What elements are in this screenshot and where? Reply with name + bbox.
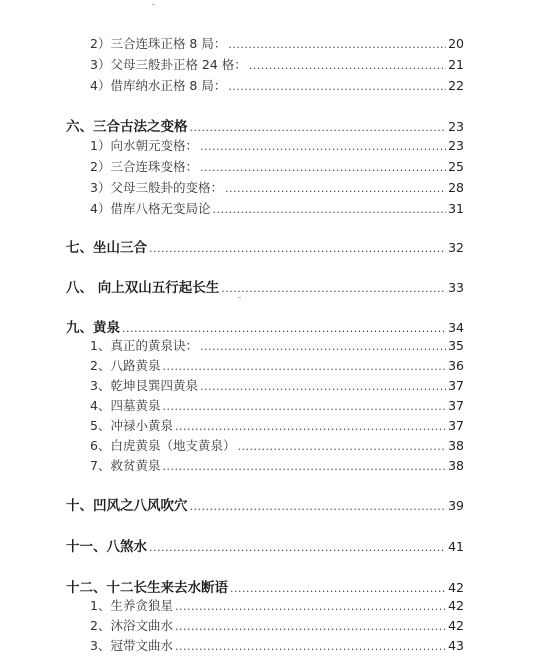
toc-entry[interactable] bbox=[90, 616, 464, 634]
toc-entry-title: 4、四墓黄泉 bbox=[90, 398, 161, 413]
dot-leader bbox=[175, 640, 446, 653]
toc-entry-title: 2、八路黄泉 bbox=[90, 358, 161, 373]
dot-leader bbox=[200, 380, 446, 393]
toc-page-number: 37 bbox=[448, 378, 464, 393]
toc-entry[interactable] bbox=[90, 396, 464, 414]
toc-entry-title: 3、冠带文曲水 bbox=[90, 638, 173, 653]
toc-section-heading[interactable] bbox=[66, 535, 464, 555]
dot-leader bbox=[237, 440, 446, 453]
toc-page-number: 36 bbox=[448, 358, 464, 373]
toc-entry-title: 7、救贫黄泉 bbox=[90, 458, 161, 473]
toc-section-title: 六、三合古法之变格 bbox=[66, 119, 188, 135]
toc-entry-title: 4）借库八格无变局论 bbox=[90, 201, 211, 216]
dot-leader bbox=[149, 541, 446, 554]
toc-entry[interactable] bbox=[90, 436, 464, 454]
toc-section-title: 七、坐山三合 bbox=[66, 240, 147, 256]
toc-entry[interactable] bbox=[90, 456, 464, 474]
toc-section-title: 九、黄泉 bbox=[66, 320, 120, 336]
toc-entry[interactable] bbox=[90, 636, 464, 654]
toc-page-number: 39 bbox=[448, 498, 464, 513]
toc-page-number: 34 bbox=[448, 320, 464, 335]
toc-entry-title: 1、真正的黄泉诀： bbox=[90, 338, 198, 353]
toc-entry-title: 2、沐浴文曲水 bbox=[90, 618, 173, 633]
toc-entry[interactable] bbox=[90, 199, 464, 217]
toc-entry-title: 3、乾坤艮巽四黄泉 bbox=[90, 378, 198, 393]
toc-entry-title: 6、白虎黄泉（地支黄泉） bbox=[90, 438, 236, 453]
toc-section-heading[interactable] bbox=[66, 494, 464, 514]
dot-leader bbox=[162, 360, 446, 373]
dot-leader bbox=[225, 182, 446, 195]
toc-section-title: 十二、十二长生来去水断语 bbox=[66, 580, 228, 596]
toc-page-number: 32 bbox=[448, 240, 464, 255]
toc-entry-title: 2）三合连珠正格 8 局： bbox=[90, 36, 227, 51]
toc-entry[interactable] bbox=[90, 416, 464, 434]
dot-leader bbox=[228, 80, 446, 93]
toc-entry[interactable] bbox=[90, 376, 464, 394]
toc-page-number: 23 bbox=[448, 119, 464, 134]
toc-section-title: 十、凹风之八风吹穴 bbox=[66, 498, 188, 514]
toc-entry[interactable] bbox=[90, 157, 464, 175]
dot-leader bbox=[200, 140, 446, 153]
dot-leader bbox=[249, 59, 446, 72]
dot-leader bbox=[175, 420, 446, 433]
dot-leader bbox=[230, 582, 446, 595]
toc-page-number: 37 bbox=[448, 418, 464, 433]
dot-leader bbox=[162, 460, 446, 473]
toc-entry[interactable] bbox=[90, 336, 464, 354]
dot-leader bbox=[162, 400, 446, 413]
toc-section-heading[interactable] bbox=[66, 236, 464, 256]
toc-page-number: 38 bbox=[448, 438, 464, 453]
toc-section-title: 八、 向上双山五行起长生 bbox=[66, 280, 220, 296]
toc-entry-title: 5、冲禄小黄泉 bbox=[90, 418, 173, 433]
toc-entry[interactable] bbox=[90, 76, 464, 94]
dot-leader bbox=[221, 282, 446, 295]
toc-section-title: 十一、八煞水 bbox=[66, 539, 147, 555]
toc-entry[interactable] bbox=[90, 178, 464, 196]
toc-entry-title: 1）向水朝元变格： bbox=[90, 138, 198, 153]
toc-page-number: 42 bbox=[448, 598, 464, 613]
toc-page-number: 42 bbox=[448, 580, 464, 595]
toc-entry[interactable] bbox=[90, 136, 464, 154]
dot-leader bbox=[190, 121, 447, 134]
toc-entry-title: 2）三合连珠变格： bbox=[90, 159, 198, 174]
toc-section-heading[interactable] bbox=[66, 115, 464, 135]
toc-page-number: 33 bbox=[448, 280, 464, 295]
toc-entry-title: 4）借库纳水正格 8 局： bbox=[90, 78, 227, 93]
toc-page-number: 43 bbox=[448, 638, 464, 653]
toc-entry-title: 3）父母三般卦正格 24 格： bbox=[90, 57, 247, 72]
toc-section-heading[interactable] bbox=[66, 576, 464, 596]
toc-page-number: 42 bbox=[448, 618, 464, 633]
toc-page-number: 21 bbox=[448, 57, 464, 72]
toc-page-number: 20 bbox=[448, 36, 464, 51]
toc-entry[interactable] bbox=[90, 356, 464, 374]
dot-leader bbox=[122, 322, 446, 335]
dot-leader bbox=[175, 620, 446, 633]
toc-entry[interactable] bbox=[90, 596, 464, 614]
dot-leader bbox=[175, 600, 446, 613]
toc-section-heading[interactable] bbox=[66, 316, 464, 336]
toc-entry[interactable] bbox=[90, 55, 464, 73]
toc-page-number: 31 bbox=[448, 201, 464, 216]
toc-page-number: 22 bbox=[448, 78, 464, 93]
dot-leader bbox=[200, 161, 446, 174]
toc-page-number: 41 bbox=[448, 539, 464, 554]
dot-leader bbox=[200, 340, 446, 353]
toc-page-number: 25 bbox=[448, 159, 464, 174]
toc-entry-title: 1、生养贪狼星 bbox=[90, 598, 173, 613]
toc-entry-title: 3）父母三般卦的变格： bbox=[90, 180, 223, 195]
dot-leader bbox=[149, 242, 446, 255]
toc-page-number: 37 bbox=[448, 398, 464, 413]
toc-entry[interactable] bbox=[90, 34, 464, 52]
scan-speck bbox=[152, 4, 155, 5]
dot-leader bbox=[190, 500, 447, 513]
toc-page-number: 23 bbox=[448, 138, 464, 153]
toc-page-number: 28 bbox=[448, 180, 464, 195]
toc-page-number: 38 bbox=[448, 458, 464, 473]
scan-speck bbox=[238, 297, 241, 298]
toc-page-number: 35 bbox=[448, 338, 464, 353]
toc-section-heading[interactable] bbox=[66, 276, 464, 296]
dot-leader bbox=[228, 38, 446, 51]
dot-leader bbox=[212, 203, 446, 216]
